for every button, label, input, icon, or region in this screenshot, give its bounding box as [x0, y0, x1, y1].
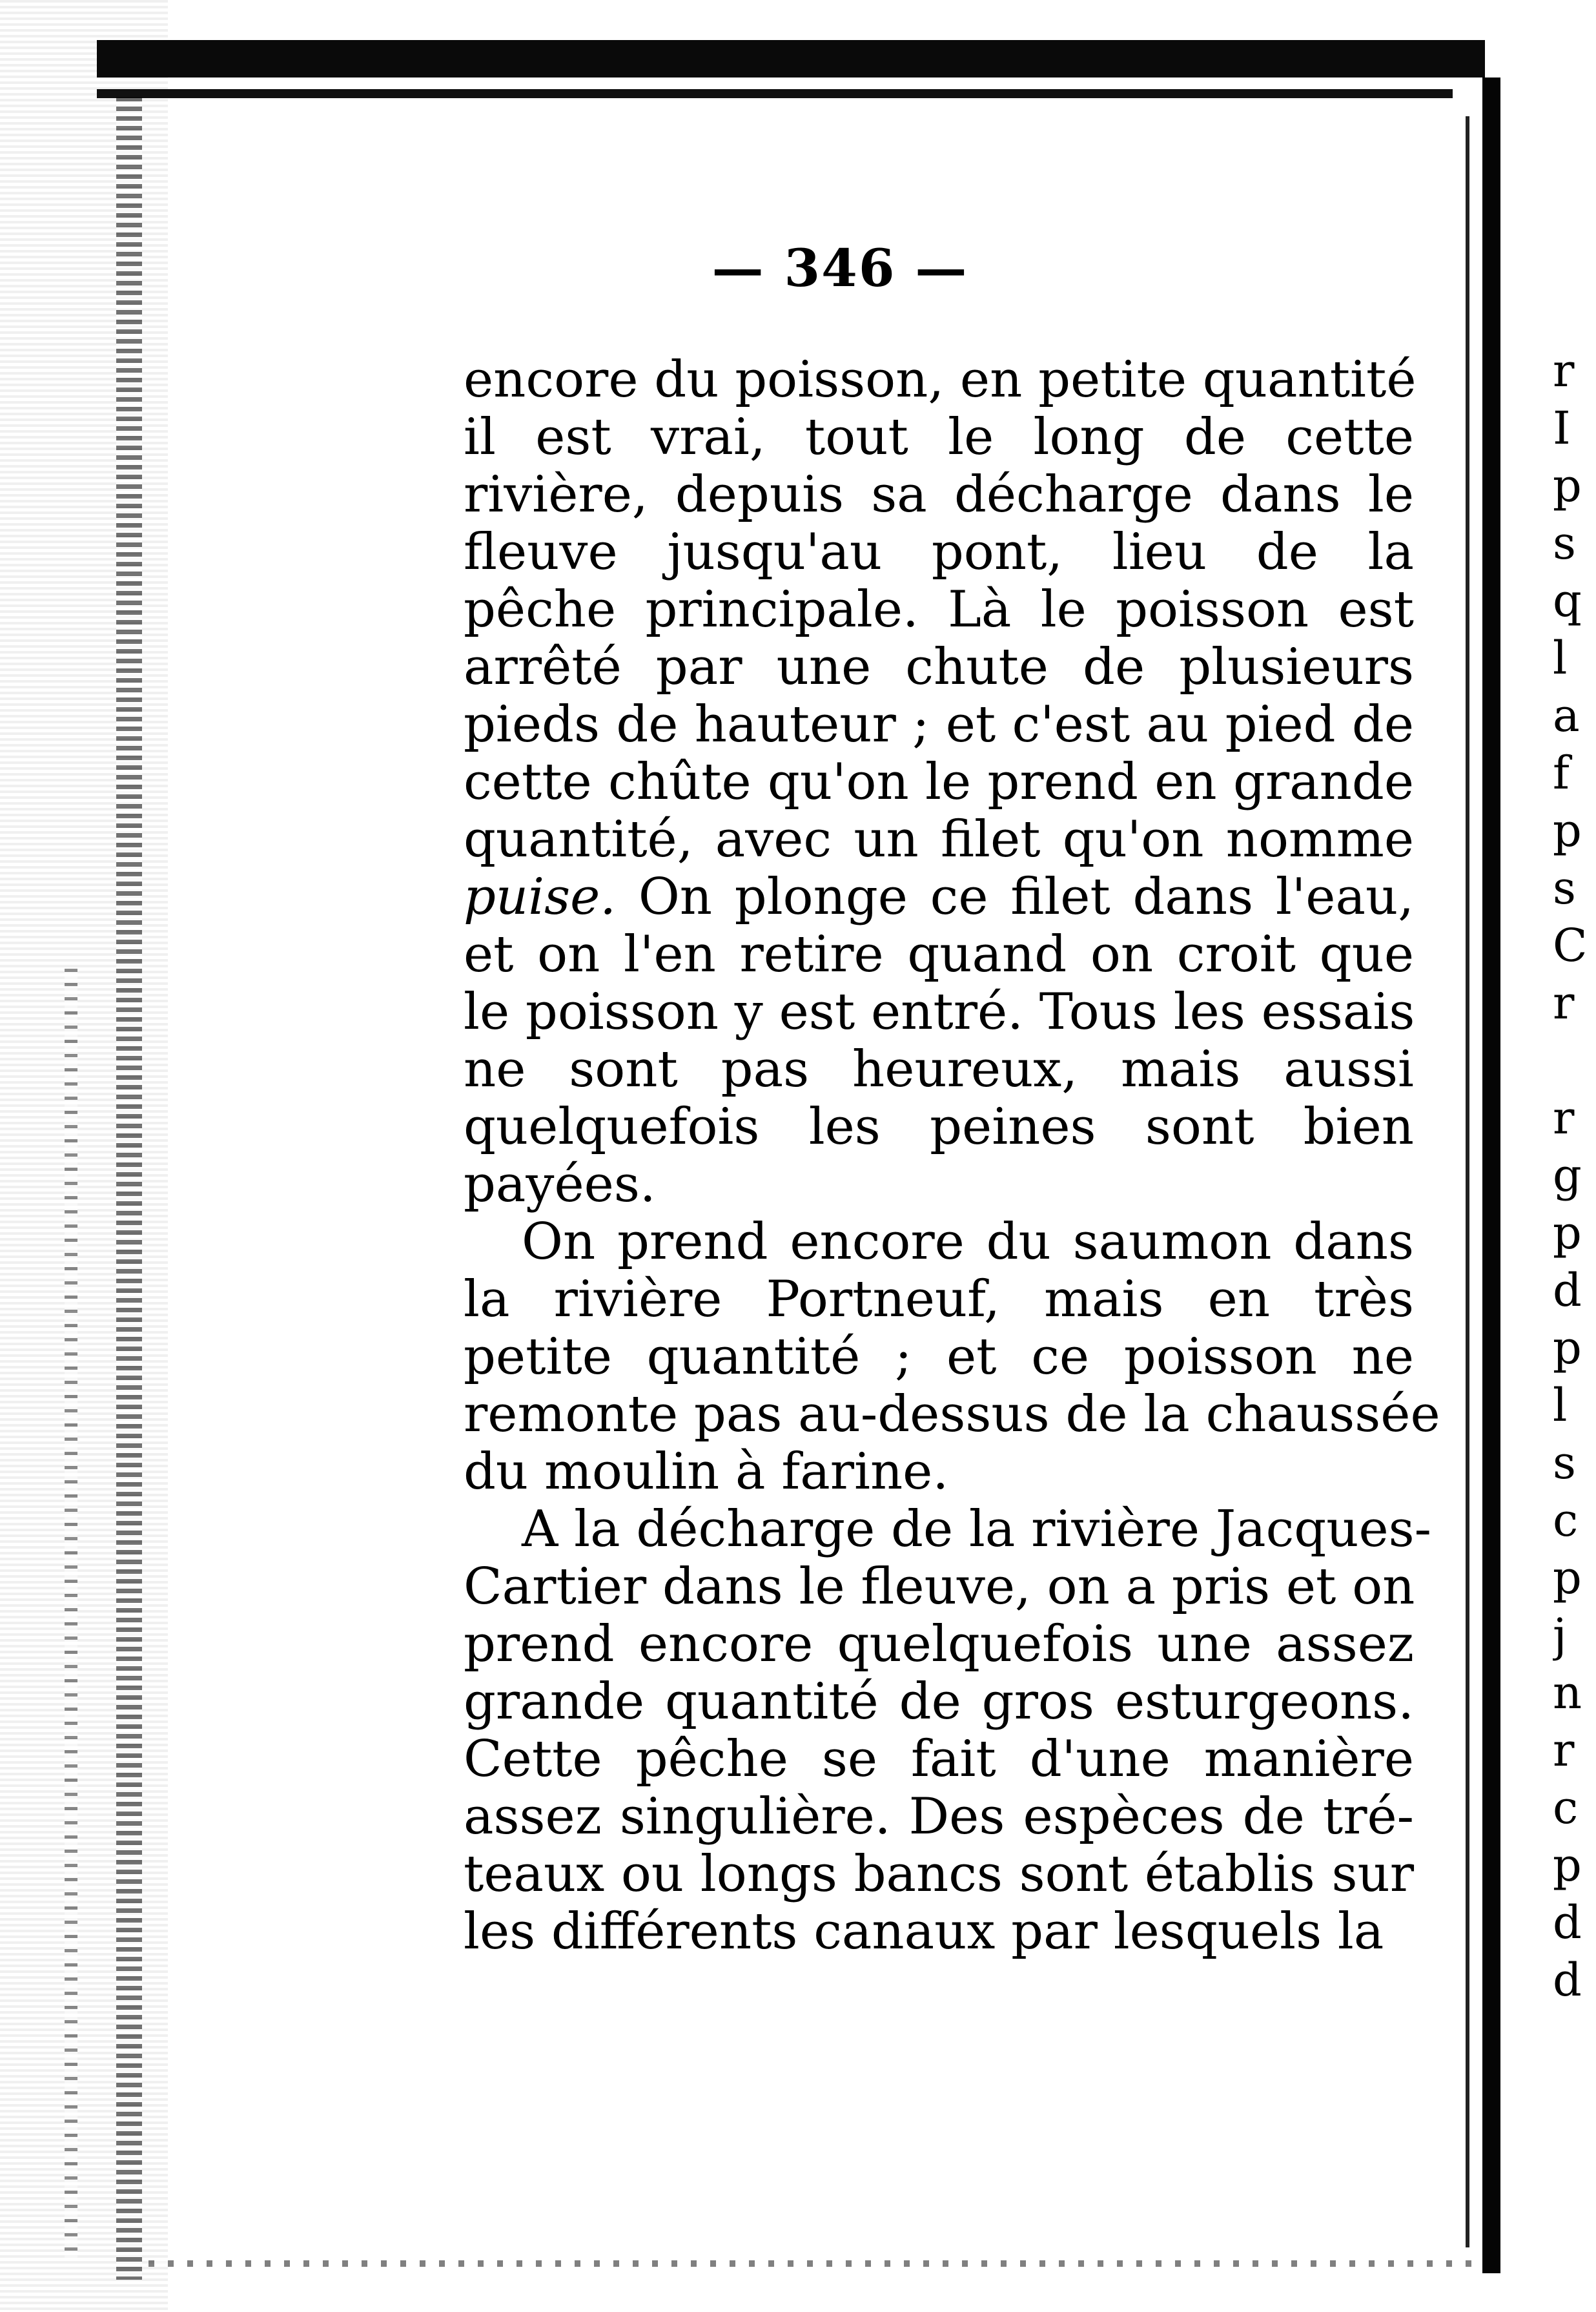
- facing-page-letter: d: [1553, 1896, 1582, 1949]
- text-line: rivière, depuis sa décharge dans le: [464, 466, 1414, 524]
- facing-page-letter: d: [1553, 1264, 1582, 1317]
- text-line: A la décharge de la rivière Jacques-: [522, 1500, 1431, 1558]
- text-line: il est vrai, tout le long de cette: [464, 408, 1414, 466]
- top-page-edge: [97, 40, 1485, 77]
- text-line: du moulin à farine.: [464, 1443, 949, 1501]
- text-line: pêche principale. Là le poisson est: [464, 581, 1414, 639]
- facing-page-letter: q: [1553, 574, 1582, 627]
- facing-page-letter: r: [1553, 344, 1575, 397]
- left-margin-shadow: [0, 0, 168, 2312]
- left-page-edge-outer: [65, 969, 77, 2260]
- facing-page-letter: p: [1553, 804, 1582, 857]
- facing-page-letter: C: [1553, 919, 1588, 972]
- text-line: fleuve jusqu'au pont, lieu de la: [464, 523, 1414, 581]
- text-line: les différents canaux par lesquels la: [464, 1903, 1384, 1961]
- italic-term: puise.: [464, 868, 617, 926]
- facing-page-letter: n: [1553, 1666, 1582, 1719]
- text-line: arrêté par une chute de plusieurs: [464, 638, 1414, 696]
- text-line: assez singulière. Des espèces de tré-: [464, 1788, 1414, 1846]
- facing-page-letter: p: [1553, 459, 1582, 512]
- facing-page-letter: r: [1553, 976, 1575, 1029]
- binding-gutter: [1482, 77, 1500, 2273]
- facing-page-letter: c: [1553, 1494, 1579, 1547]
- bottom-page-edge: [148, 2260, 1478, 2267]
- facing-page-letter: r: [1553, 1724, 1575, 1777]
- text-line: teaux ou longs bancs sont établis sur: [464, 1845, 1414, 1903]
- top-page-edge-inner: [97, 89, 1453, 98]
- text-line: pieds de hauteur ; et c'est au pied de: [464, 696, 1414, 754]
- text-line: et on l'en retire quand on croit que: [464, 925, 1414, 984]
- facing-page-letter: l: [1553, 1379, 1568, 1432]
- facing-page-letter: l: [1553, 632, 1568, 685]
- facing-page-letter: r: [1553, 1091, 1575, 1144]
- text-line: ne sont pas heureux, mais aussi: [464, 1040, 1414, 1099]
- text-line: quantité, avec un filet qu'on nomme: [464, 810, 1414, 869]
- page-body-text: [464, 351, 1440, 1961]
- facing-page-letter: s: [1553, 1436, 1576, 1489]
- text-line: Cartier dans le fleuve, on a pris et on: [464, 1558, 1415, 1616]
- text-line: encore du poisson, en petite quantité: [464, 351, 1417, 409]
- text-line: le poisson y est entré. Tous les essais: [464, 983, 1415, 1041]
- page-number-text: — 346 —: [711, 238, 968, 298]
- facing-page-letter: s: [1553, 517, 1576, 570]
- text-line: grande quantité de gros esturgeons.: [464, 1673, 1414, 1731]
- facing-page-letter: a: [1553, 689, 1580, 742]
- facing-page-fragment: [1553, 342, 1596, 2009]
- text-line: Cette pêche se fait d'une manière: [464, 1730, 1414, 1788]
- facing-page-letter: p: [1553, 1321, 1582, 1374]
- text-line: remonte pas au-dessus de la chaussée: [464, 1385, 1440, 1443]
- text-line: cette chûte qu'on le prend en grande: [464, 753, 1414, 811]
- text-line: petite quantité ; et ce poisson ne: [464, 1328, 1414, 1386]
- facing-page-letter: p: [1553, 1206, 1582, 1259]
- text-line: On prend encore du saumon dans: [522, 1213, 1414, 1271]
- text-line: la rivière Portneuf, mais en très: [464, 1270, 1414, 1328]
- facing-page-letter: p: [1553, 1551, 1582, 1604]
- facing-page-letter: I: [1553, 402, 1571, 455]
- left-page-edge: [116, 97, 142, 2280]
- facing-page-letter: f: [1553, 747, 1570, 800]
- text-line: prend encore quelquefois une assez: [464, 1615, 1414, 1673]
- text-line: quelquefois les peines sont bien: [464, 1098, 1414, 1156]
- facing-page-letter: p: [1553, 1839, 1582, 1892]
- facing-page-letter: d: [1553, 1954, 1582, 2007]
- facing-page-letter: g: [1553, 1149, 1582, 1202]
- binding-shadow-thin: [1466, 116, 1469, 2247]
- text-line: puise. On plonge ce filet dans l'eau,: [464, 868, 1414, 926]
- text-line: payées.: [464, 1155, 656, 1213]
- facing-page-letter: c: [1553, 1781, 1579, 1834]
- page-number: [0, 238, 1596, 298]
- facing-page-letter: [1553, 1032, 1596, 1089]
- facing-page-letter: j: [1553, 1609, 1567, 1662]
- facing-page-letter: s: [1553, 862, 1576, 914]
